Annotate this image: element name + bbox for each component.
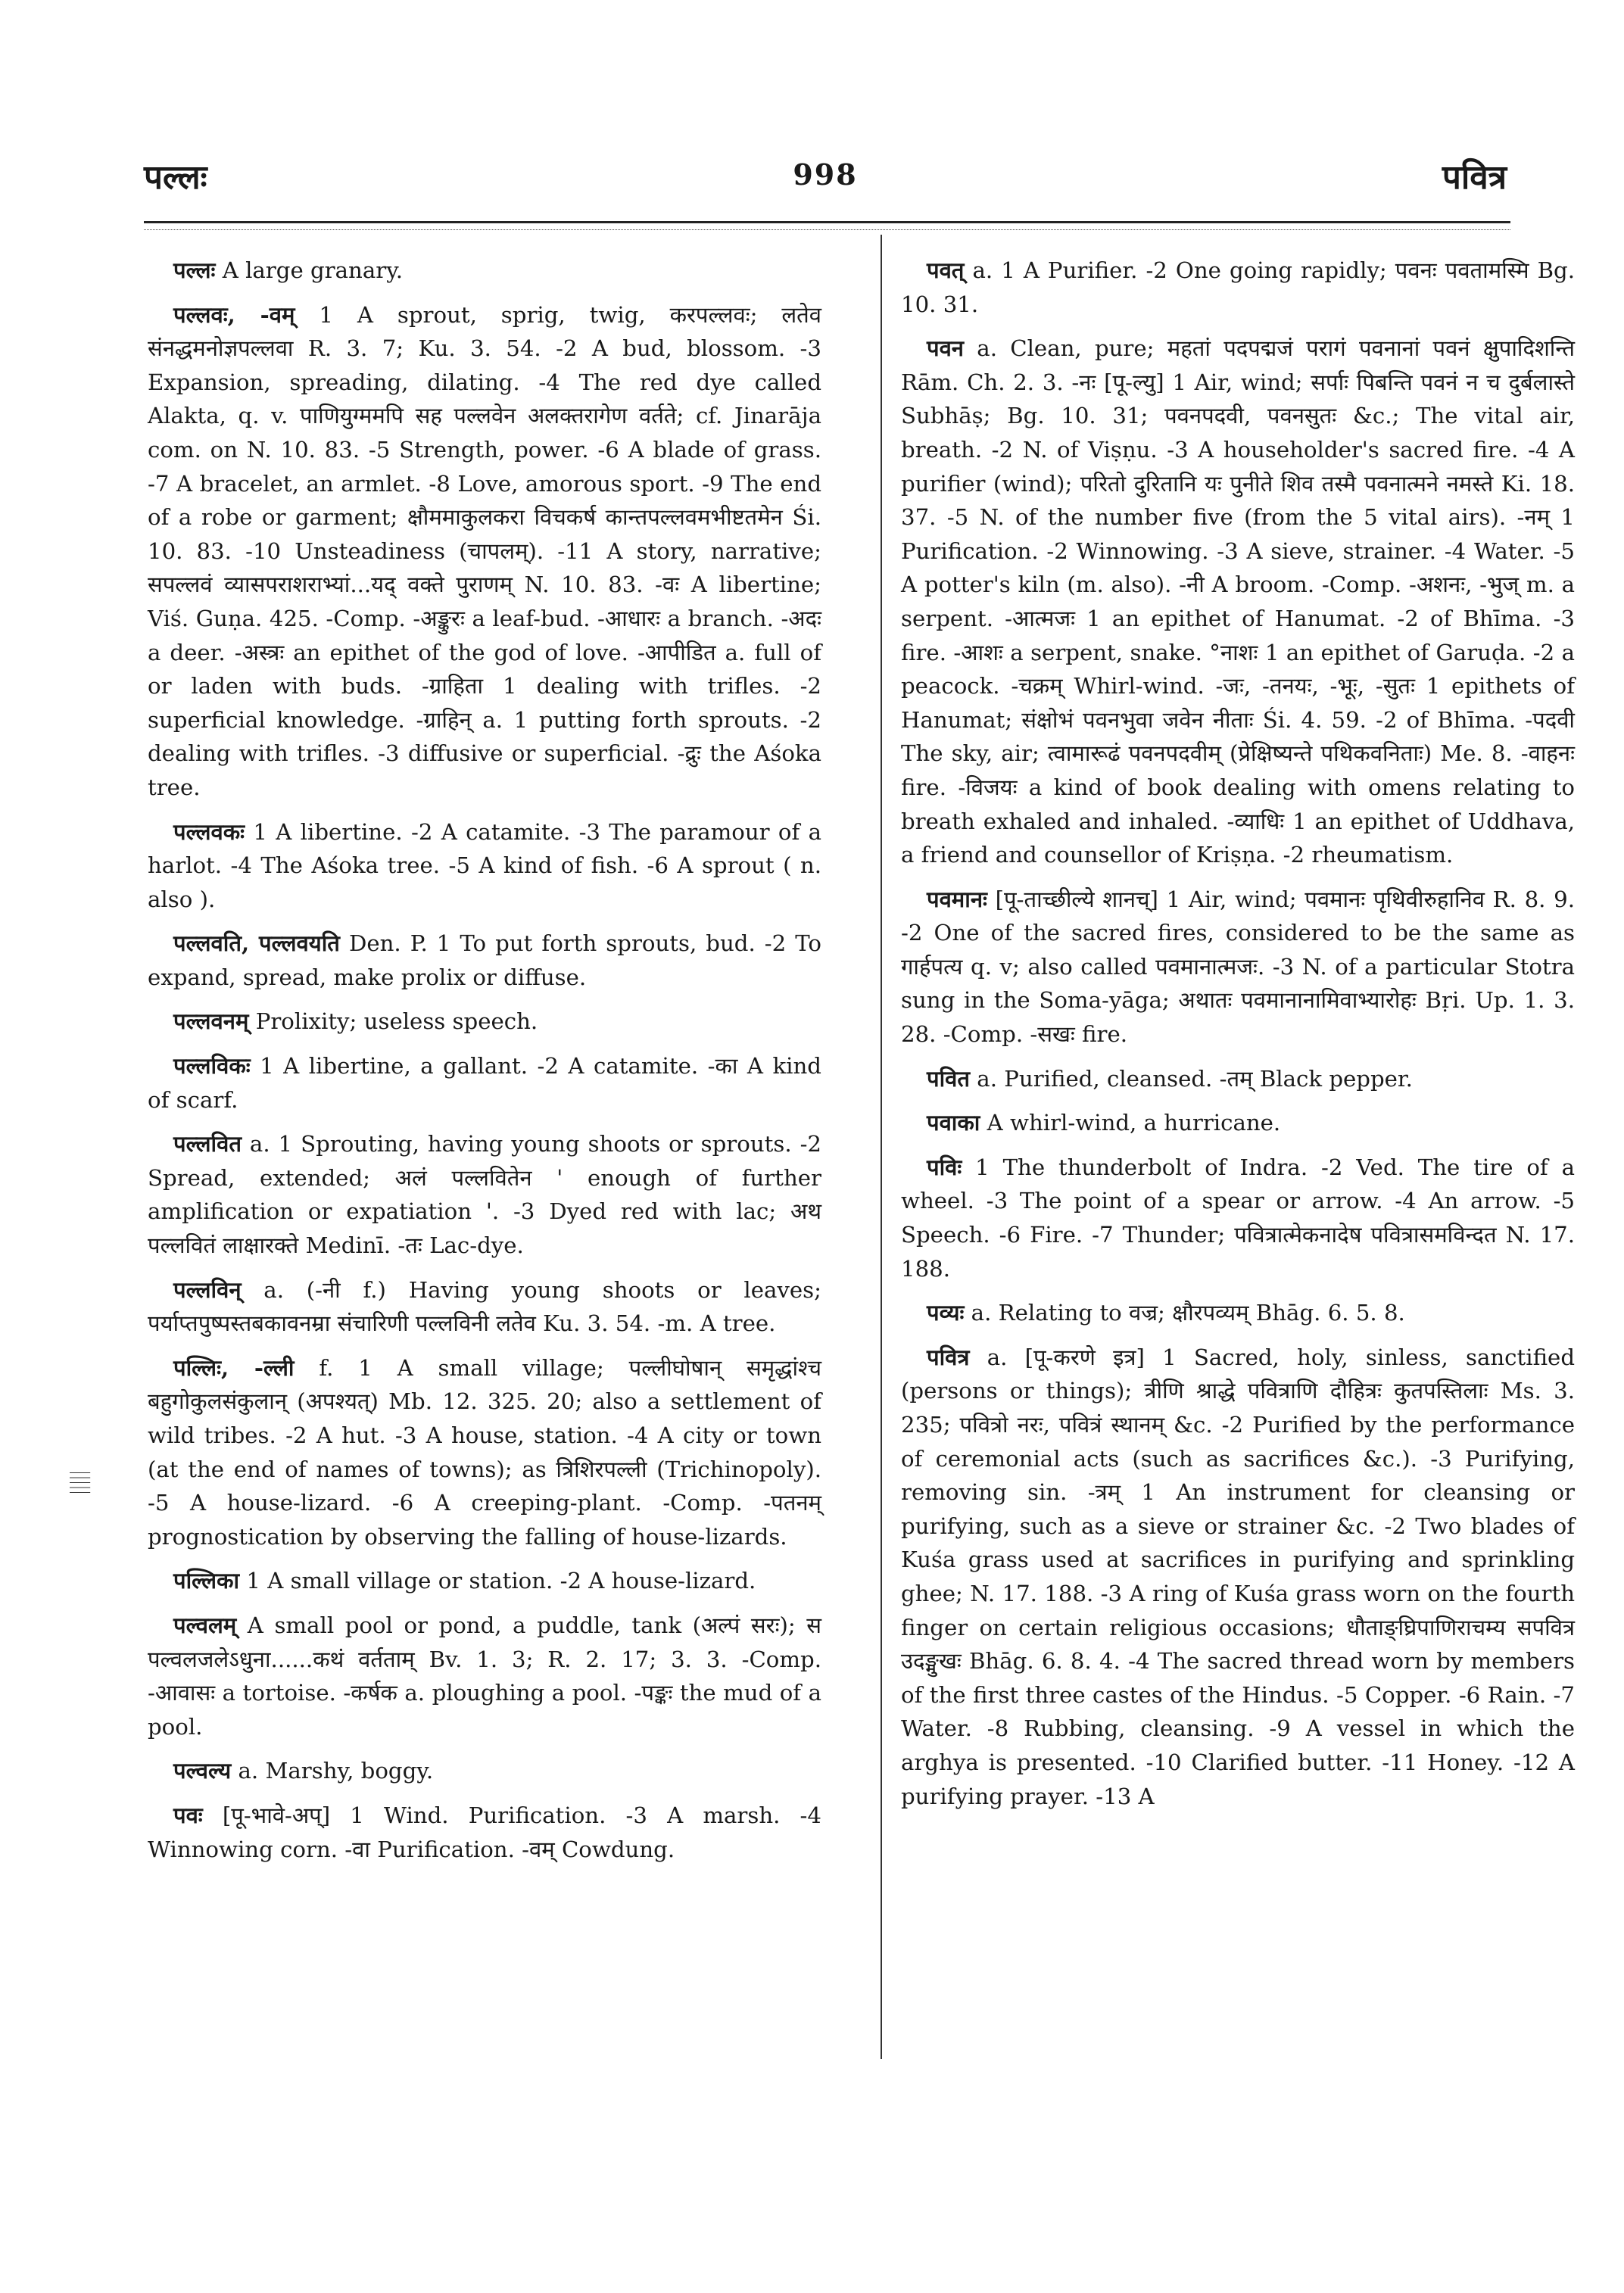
entry-headword: पल्लिः, -ल्ली [173, 1354, 295, 1381]
dictionary-entry [901, 254, 1575, 321]
left-column [148, 254, 821, 1877]
entry-text: a. 1 Sprouting, having young shoots or sprouts. -2 Spread, extended; अलं पल्लवितेन ' enough of further amplification or expatiation '. -3 Dyed red with lac; अथ पल्लवितं लाक्षारक्ते Medinī. -तः Lac-dye. [148, 1131, 821, 1259]
dictionary-entry [901, 1296, 1575, 1330]
page-number: 998 [793, 157, 858, 192]
dictionary-entry [148, 1609, 821, 1743]
entry-headword: पवमानः [927, 886, 987, 912]
entry-text: a. [पू-करणे इत्र] 1 Sacred, holy, sinless, sanctified (persons or things); त्रीणि श्राद्धे पवित्राणि दौहित्रः कुतपस्तिलाः Ms. 3. 235; पवित्रो नरः, पवित्रं स्थानम् &c. -2 Purified by the performance of ceremonial acts (such as sacrifices &c.). -3 Purifying, removing sin. -त्रम् 1 An instrument for cleansing or purifying, such as a sieve or strainer &c. -2 Two blades of Kuśa grass used at sacrifices in purifying and sprinkling ghee; N. 17. 188. -3 A ring of Kuśa grass worn on the fourth finger on certain religious occasions; धौताङ्घ्रिपाणिराचम्य सपवित्र उदङ्मुखः Bhāg. 6. 8. 4. -4 The sacred thread worn by members of the first three castes of the Hindus. -5 Copper. -6 Rain. -7 Water. -8 Rubbing, cleansing. -9 A vessel in which the arghya is presented. -10 Clarified butter. -11 Honey. -12 A purifying prayer. -13 A [901, 1344, 1575, 1809]
entry-text: 1 The thunderbolt of Indra. -2 Ved. The tire of a wheel. -3 The point of a spear or arrow. -4 An arrow. -5 Speech. -6 Fire. -7 Thunder; पवित्रात्मेकनादेष पवित्रासमविन्दत N. 17. 188. [901, 1154, 1575, 1282]
entry-text: Den. P. 1 To put forth sprouts, bud. -2 To expand, spread, make prolix or diffuse. [148, 930, 821, 990]
header-rule [144, 221, 1510, 230]
entry-text: a. Marshy, boggy. [238, 1758, 434, 1784]
entry-text: 1 A libertine, a gallant. -2 A catamite. -का A kind of scarf. [148, 1053, 821, 1113]
left-running-headword: पल्लः [144, 158, 207, 197]
dictionary-entry [148, 1049, 821, 1117]
entry-headword: पल्लिका [173, 1568, 240, 1594]
entry-headword: पल्लविन् [173, 1276, 242, 1303]
entry-headword: पल्लः [173, 257, 216, 283]
entry-text: [पू-ताच्छील्ये शानच्] 1 Air, wind; पवमानः पृथिवीरुहानिव R. 8. 9. -2 One of the sacred fires, considered to be the same as गार्हपत्य q. v; also called पवमानात्मजः. -3 N. of a particular Stotra sung in the Soma-yāga; अथातः पवमानानामिवाभ्यारोहः Bṛi. Up. 1. 3. 28. -Comp. -सखः fire. [901, 886, 1575, 1048]
dictionary-entry [148, 815, 821, 917]
entry-headword: पवाका [927, 1110, 980, 1136]
entry-text: f. 1 A small village; पल्लीघोषान् समृद्धांश्च बहुगोकुलसंकुलान् (अपश्यत्) Mb. 12. 325. 20; also a settlement of wild tribes. -2 A hut. -3 A house, station. -4 A city or town (at the end of names of towns); as त्रिशिरपल्ली (Trichinopoly). -5 A house-lizard. -6 A creeping-plant. -Comp. -पतनम् prognostication by observing the falling of house-lizards. [148, 1354, 821, 1550]
dictionary-entry [148, 927, 821, 994]
margin-mark: 𝄚 [70, 1469, 91, 1499]
dictionary-entry [901, 883, 1575, 1051]
entry-text: 1 A sprout, sprig, twig, करपल्लवः; लतेव संनद्धमनोज्ञपल्लवा R. 3. 7; Ku. 3. 54. -2 A bud, blossom. -3 Expansion, spreading, dilating. -4 The red dye called Alakta, q. v. पाणियुग्ममपि सह पल्लवेन अलक्तरागेण वर्तते; cf. Jinarāja com. on N. 10. 83. -5 Strength, power. -6 A blade of grass. -7 A bracelet, an armlet. -8 Love, amorous sport. -9 The end of a robe or garment; क्षौममाकुलकरा विचकर्ष कान्तपल्लवमभीष्टतमेन Śi. 10. 83. -10 Unsteadiness (चापलम्). -11 A story, narrative; सपल्लवं व्यासपराशराभ्यां...यद् वक्ते पुराणम् N. 10. 83. -वः A libertine; Viś. Guṇa. 425. -Comp. -अङ्कुरः a leaf-bud. -आधारः a branch. -अदः a deer. -अस्त्रः an epithet of the god of love. -आपीडित a. full of or laden with buds. -ग्राहिता 1 dealing with trifles. -2 superficial knowledge. -ग्राहिन् a. 1 putting forth sprouts. -2 dealing with trifles. -3 diffusive or superficial. -द्रुः the Aśoka tree. [148, 301, 822, 800]
entry-headword: पल्लवकः [173, 818, 245, 845]
entry-text: a. Purified, cleansed. -तम् Black pepper. [977, 1065, 1413, 1092]
entry-text: A whirl-wind, a hurricane. [987, 1110, 1281, 1136]
dictionary-entry [148, 1273, 821, 1341]
entry-headword: पल्लवित [173, 1131, 242, 1157]
entry-text: [पू-भावे-अप्] 1 Wind. Purification. -3 A marsh. -4 Winnowing corn. -वा Purification. -वम् Cowdung. [148, 1802, 821, 1862]
entry-headword: पल्लवः, -वम् [173, 301, 295, 328]
entry-headword: पव्यः [927, 1300, 965, 1326]
entry-headword: पल्वल्य [173, 1758, 232, 1784]
dictionary-entry [148, 1005, 821, 1039]
entry-text: A small pool or pond, a puddle, tank (अल्पं सरः); स पल्वलजलेऽधुना......कथं वर्तताम् Bv. 1. 3; R. 2. 17; 3. 3. -Comp. -आवासः a tortoise. -कर्षक a. ploughing a pool. -पङ्कः the mud of a pool. [148, 1612, 822, 1740]
dictionary-entry [148, 1127, 821, 1262]
dictionary-entry [148, 254, 821, 288]
entry-headword: पवत् [927, 257, 965, 283]
dictionary-entry [901, 332, 1575, 872]
entry-text: a. (-नी f.) Having young shoots or leaves; पर्याप्तपुष्पस्तबकावनम्रा संचारिणी पल्लविनी लतेव Ku. 3. 54. -m. A tree. [148, 1276, 821, 1337]
entry-text: Prolixity; useless speech. [255, 1008, 538, 1035]
entry-headword: पल्लवति, पल्लवयति [173, 930, 340, 957]
dictionary-entry [901, 1341, 1575, 1813]
entry-headword: पल्लविकः [173, 1053, 251, 1080]
entry-headword: पल्लवनम् [173, 1008, 249, 1035]
dictionary-entry [901, 1106, 1575, 1140]
page-header [144, 144, 1507, 212]
dictionary-entry [148, 1754, 821, 1788]
right-running-headword: पवित्र [1442, 158, 1507, 197]
entry-text: a. Relating to वज्र; क्षौरपव्यम् Bhāg. 6. 5. 8. [971, 1300, 1405, 1326]
entry-headword: पवित्र [927, 1344, 970, 1370]
entry-headword: पल्वलम् [173, 1612, 237, 1638]
entry-headword: पवित [927, 1065, 971, 1092]
entry-text: a. Clean, pure; महतां पदपद्मजं परागं पवनानां पवनं क्षुपादिशन्ति Rām. Ch. 2. 3. -नः [पू-ल्यु] 1 Air, wind; सर्पाः पिबन्ति पवनं न च दुर्बलास्ते Subhāṣ; Bg. 10. 31; पवनपदवी, पवनसुतः &c.; The vital air, breath. -2 N. of Viṣṇu. -3 A householder's sacred fire. -4 A purifier (wind); परितो दुरितानि यः पुनीते शिव तस्मै पवनात्मने नमस्ते Ki. 18. 37. -5 N. of the number five (from the 5 vital airs). -नम् 1 Purification. -2 Winnowing. -3 A sieve, strainer. -4 Water. -5 A potter's kiln (m. also). -नी A broom. -Comp. -अशनः, -भुज् m. a serpent. -आत्मजः 1 an epithet of Hanumat. -2 of Bhīma. -3 fire. -आशः a serpent, snake. °नाशः 1 an epithet of Garuḍa. -2 a peacock. -चक्रम् Whirl-wind. -जः, -तनयः, -भूः, -सुतः 1 epithets of Hanumat; संक्षोभं पवनभुवा जवेन नीताः Śi. 4. 59. -2 of Bhīma. -पदवी The sky, air; त्वामारूढं पवनपदवीम् (प्रेक्षिष्यन्ते पथिकवनिताः) Me. 8. -वाहनः fire. -विजयः a kind of book dealing with omens relating to breath exhaled and inhaled. -व्याधिः 1 an epithet of Uddhava, a friend and counsellor of Kriṣṇa. -2 rheumatism. [901, 335, 1575, 868]
entry-text: 1 A small village or station. -2 A house-lizard. [246, 1568, 756, 1594]
dictionary-entry [148, 1799, 821, 1866]
right-column [901, 254, 1575, 1824]
column-divider [881, 235, 882, 2059]
entry-headword: पवः [173, 1802, 203, 1828]
entry-headword: पविः [927, 1154, 962, 1180]
entry-text: A large granary. [222, 257, 404, 283]
entry-headword: पवन [927, 335, 965, 362]
dictionary-entry [148, 1564, 821, 1598]
entry-text: 1 A libertine. -2 A catamite. -3 The paramour of a harlot. -4 The Aśoka tree. -5 A kind of fish. -6 A sprout ( n. also ). [148, 818, 821, 912]
entry-text: a. 1 A Purifier. -2 One going rapidly; पवनः पवतामस्मि Bg. 10. 31. [901, 257, 1576, 317]
dictionary-entry [148, 298, 821, 805]
dictionary-entry [148, 1351, 821, 1554]
dictionary-entry [901, 1151, 1575, 1285]
dictionary-entry [901, 1062, 1575, 1096]
